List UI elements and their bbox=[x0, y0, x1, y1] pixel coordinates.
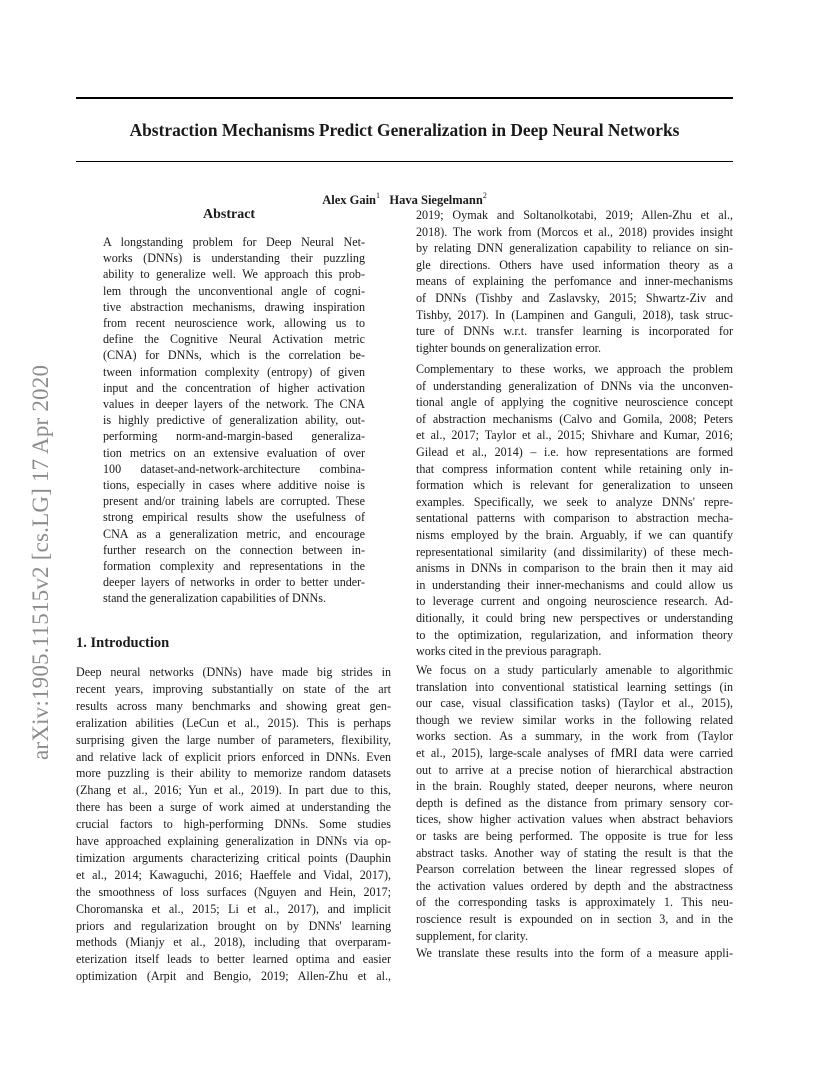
text-line: strong empirical results show the usefulness of bbox=[103, 510, 365, 525]
text-line: eralization abilities (LeCun et al., 2015). This is perhaps bbox=[76, 715, 391, 730]
text-line: stand the generalization capabilities of DNNs. bbox=[103, 591, 326, 606]
text-line: 2018). The work from (Morcos et al., 2018) provides insight bbox=[416, 224, 733, 239]
text-line: tion metrics on an extensive evaluation of over bbox=[103, 445, 365, 460]
text-line: further research on the connection between in- bbox=[103, 542, 365, 557]
text-line: We translate these results into the form of a measure appli- bbox=[416, 946, 733, 960]
text-line: performing norm-and-margin-based generaliza- bbox=[103, 429, 365, 444]
author-affiliation: 2 bbox=[482, 191, 487, 200]
text-line: Pearson correlation between the linear regressed slopes of bbox=[416, 862, 733, 877]
text-line: results across many benchmarks and showing great gen- bbox=[76, 698, 391, 713]
text-line: present and/or training labels are corrupted. These bbox=[103, 494, 365, 509]
text-line: (Zhang et al., 2016; Yun et al., 2019). In part due to this, bbox=[76, 783, 391, 798]
text-line: formation complexity and representations in the bbox=[103, 559, 365, 573]
text-line: out to arrive at a precise notion of hierarchical abstraction bbox=[416, 762, 733, 777]
author-list bbox=[76, 192, 733, 208]
text-line: eterization itself leads to better learned optima and easier bbox=[76, 952, 391, 967]
text-line: there has been a surge of work aimed at understanding the bbox=[76, 800, 391, 815]
text-line: (CNA) for DNNs, which is the correlation be- bbox=[103, 348, 365, 363]
text-line: A longstanding problem for Deep Neural Net- bbox=[103, 235, 365, 249]
text-line: examples. Specifically, we seek to analyze DNNs' repre- bbox=[416, 494, 733, 509]
text-line: Gilead et al., 2014) – i.e. how representations are formed bbox=[416, 445, 733, 459]
text-line: anisms in DNNs in comparison to the brain then it may aid bbox=[416, 561, 733, 576]
text-line: the activation values ordered by depth and the abstractness bbox=[416, 878, 733, 893]
text-line: the smoothness of loss surfaces (Nguyen and Hein, 2017; bbox=[76, 884, 391, 899]
text-line: in the brain. Roughly stated, deeper neurons, where neuron bbox=[416, 779, 733, 794]
text-line: Complementary to these works, we approach the problem bbox=[416, 362, 733, 376]
text-line: works section. As a summary, in the work from (Taylor bbox=[416, 729, 733, 744]
text-line: works (DNNs) is understanding their puzzling bbox=[103, 251, 365, 266]
text-line: lem through the unconventional angle of cogni- bbox=[103, 283, 365, 298]
text-line: of understanding generalization of DNNs via the unconven- bbox=[416, 378, 733, 393]
text-line: tices, show higher activation values when abstract behaviors bbox=[416, 812, 733, 827]
text-line: formation which is relevant for generalization to unseen bbox=[416, 478, 733, 493]
text-line: et al., 2017; Taylor et al., 2015; Shivhare and Kumar, 2016; bbox=[416, 428, 733, 443]
text-line: though we review similar works in the following related bbox=[416, 712, 733, 727]
text-line: works cited in the previous paragraph. bbox=[416, 644, 602, 659]
text-line: deeper layers of networks in order to better under- bbox=[103, 575, 365, 590]
text-line: from recent neuroscience work, allowing us to bbox=[103, 316, 365, 330]
text-line: et al., 2015), large-scale analyses of fMRI data were carried bbox=[416, 746, 733, 760]
text-line: and relative lack of explicit priors enforced in DNNs. Even bbox=[76, 749, 391, 764]
title-bottom-rule bbox=[76, 161, 733, 162]
paper-title: Abstraction Mechanisms Predict Generalization in Deep Neural Networks bbox=[129, 120, 680, 140]
introduction-heading: 1. Introduction bbox=[76, 635, 170, 651]
text-line: abstract tasks. Another way of stating the result is that the bbox=[416, 845, 733, 860]
text-line: input and the concentration of higher activation bbox=[103, 380, 365, 395]
text-line: Deep neural networks (DNNs) have made big strides in bbox=[76, 665, 391, 679]
text-line: have approached explaining generalization in DNNs via op- bbox=[76, 834, 391, 848]
text-line: is highly predictive of generalization ability, out- bbox=[103, 413, 365, 428]
text-line: 100 dataset-and-network-architecture combina- bbox=[103, 461, 365, 476]
text-line: tighter bounds on generalization error. bbox=[416, 340, 602, 355]
text-line: translation into conventional statistical learning settings (in bbox=[416, 679, 733, 694]
text-line: to leverage current and ongoing neuroscience research. Ad- bbox=[416, 594, 733, 609]
text-line: more puzzling is their ability to memorize random datasets bbox=[76, 766, 391, 781]
text-line: gle directions. Others have used information theory as a bbox=[416, 257, 733, 272]
text-line: in understanding their inner-mechanisms and could allow us bbox=[416, 577, 733, 592]
text-line: sentational patterns with comparison to abstraction mecha- bbox=[416, 511, 733, 526]
text-line: optimization (Arpit and Bengio, 2019; Allen-Zhu et al., bbox=[76, 969, 391, 984]
arxiv-side-stamp: arXiv:1905.11515v2 [cs.LG] 17 Apr 2020 bbox=[28, 364, 53, 760]
text-line: tional angle of applying the cognitive neuroscience concept bbox=[416, 395, 733, 410]
text-line: Tishby, 2017). In (Lampinen and Ganguli, 2018), task struc- bbox=[416, 307, 733, 322]
text-line: of abstraction mechanisms (Calvo and Gomila, 2008; Peters bbox=[416, 411, 733, 426]
author-name: Hava Siegelmann bbox=[389, 193, 483, 208]
text-line: of the corresponding tasks is approximately 1. This neu- bbox=[416, 895, 733, 910]
text-line: to the optimization, regularization, and information theory bbox=[416, 627, 733, 642]
text-line: We focus on a study particularly amenable to algorithmic bbox=[416, 663, 733, 677]
text-line: that compress information content while retaining only in- bbox=[416, 461, 733, 476]
text-line: tive abstraction mechanisms, drawing inspiration bbox=[103, 299, 365, 314]
text-line: CNA as a generalization metric, and encourage bbox=[103, 526, 365, 541]
author-affiliation: 1 bbox=[376, 191, 381, 200]
text-line: ability to generalize well. We approach this prob- bbox=[103, 267, 365, 282]
text-line: representational similarity (and dissimilarity) of these mech- bbox=[416, 544, 733, 559]
text-line: our case, visual classification tasks) (Taylor et al., 2015), bbox=[416, 696, 733, 711]
text-line: surprising given the large number of parameters, flexibility, bbox=[76, 732, 391, 747]
text-line: crucial factors to high-performing DNNs. Some studies bbox=[76, 817, 391, 832]
text-line: supplement, for clarity. bbox=[416, 928, 529, 943]
abstract-heading: Abstract bbox=[203, 207, 256, 222]
text-line: ditionally, it could bring new perspectives or understanding bbox=[416, 611, 733, 625]
text-line: or tasks are being performed. The opposite is true for less bbox=[416, 829, 733, 843]
text-line: means of explaining the perfomance and inner-mechanisms bbox=[416, 274, 733, 289]
text-line: values in deeper layers of the network. The CNA bbox=[103, 397, 365, 411]
text-line: Choromanska et al., 2015; Li et al., 2017), and implicit bbox=[76, 901, 391, 916]
text-line: tween information complexity (entropy) of given bbox=[103, 364, 365, 379]
text-line: by relating DNN generalization capability to reliance on sin- bbox=[416, 241, 733, 256]
text-line: of DNNs (Tishby and Zaslavsky, 2015; Shwartz-Ziv and bbox=[416, 291, 733, 305]
text-line: priors and regularization brought on by DNNs' learning bbox=[76, 918, 391, 933]
text-line: timization arguments characterizing critical points (Dauphin bbox=[76, 850, 391, 865]
text-line: nisms employed by the brain. Arguably, if we can quantify bbox=[416, 528, 733, 542]
text-line: tions, especially in cases where additive noise is bbox=[103, 478, 365, 492]
text-line: ture of DNNs w.r.t. transfer learning is incorporated for bbox=[416, 324, 733, 339]
text-line: define the Cognitive Neural Activation metric bbox=[103, 332, 365, 347]
text-line: depth is defined as the distance from primary sensory cor- bbox=[416, 795, 733, 810]
text-line: 2019; Oymak and Soltanolkotabi, 2019; Allen-Zhu et al., bbox=[416, 208, 733, 222]
text-line: et al., 2014; Kawaguchi, 2016; Haeffele and Vidal, 2017), bbox=[76, 867, 391, 882]
author-name: Alex Gain bbox=[322, 193, 377, 208]
title-top-rule bbox=[76, 97, 733, 99]
text-line: roscience result is expounded on in section 3, and in the bbox=[416, 912, 733, 926]
text-line: methods (Mianjy et al., 2018), including that overparam- bbox=[76, 935, 391, 950]
text-line: recent years, improving substantially on state of the art bbox=[76, 681, 391, 696]
